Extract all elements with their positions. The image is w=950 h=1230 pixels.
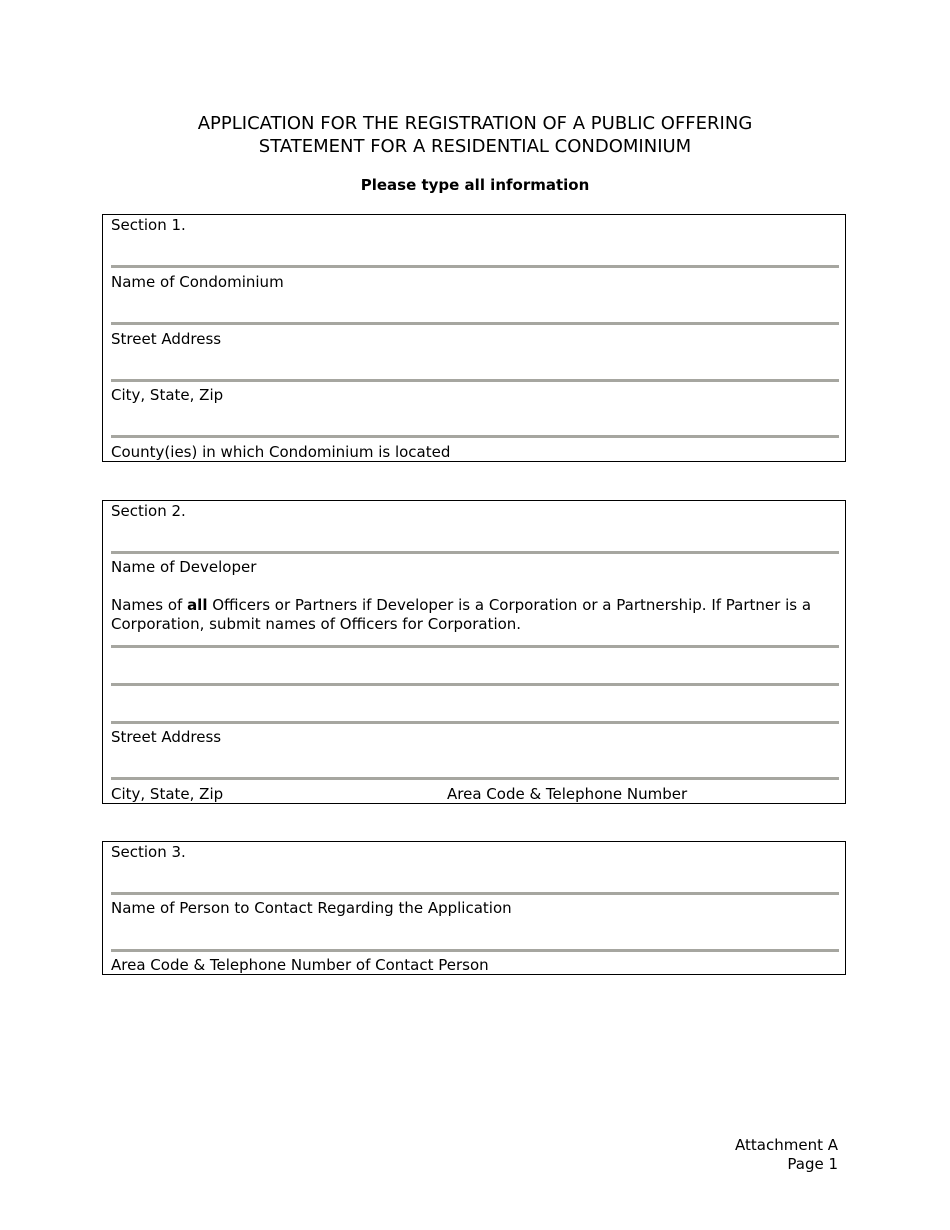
developer-street-address-label: Street Address: [111, 728, 222, 746]
officers-line-1-field[interactable]: [111, 645, 839, 648]
condominium-city-state-zip-label: City, State, Zip: [111, 386, 224, 404]
condominium-county-field[interactable]: [111, 435, 839, 438]
condominium-county-label: County(ies) in which Condominium is located: [111, 443, 451, 461]
contact-person-telephone-label: Area Code & Telephone Number of Contact Person: [111, 956, 489, 974]
section-3: [102, 841, 846, 975]
section-2-heading: Section 2.: [111, 502, 186, 520]
contact-person-name-label: Name of Person to Contact Regarding the Application: [111, 899, 512, 917]
condominium-street-address-label: Street Address: [111, 330, 222, 348]
contact-person-name-field[interactable]: [111, 892, 839, 895]
section-2: [102, 500, 846, 804]
developer-name-field[interactable]: [111, 551, 839, 554]
developer-name-label: Name of Developer: [111, 558, 257, 576]
section-1: [102, 214, 846, 462]
title-line-1: APPLICATION FOR THE REGISTRATION OF A PUBLIC OFFERING: [197, 113, 753, 134]
officers-line-3-field[interactable]: [111, 721, 839, 724]
officers-line-2-field[interactable]: [111, 683, 839, 686]
section-1-heading: Section 1.: [111, 216, 186, 234]
instruction-text: Please type all information: [360, 176, 590, 194]
developer-city-state-zip-label: City, State, Zip: [111, 785, 224, 803]
condominium-street-address-field[interactable]: [111, 322, 839, 325]
document-title: [0, 112, 950, 158]
section-3-heading: Section 3.: [111, 843, 186, 861]
condominium-city-state-zip-field[interactable]: [111, 379, 839, 382]
title-line-2: STATEMENT FOR A RESIDENTIAL CONDOMINIUM: [258, 136, 692, 157]
condominium-name-field[interactable]: [111, 265, 839, 268]
condominium-name-label: Name of Condominium: [111, 273, 284, 291]
page-footer: [735, 1136, 838, 1174]
developer-address-field[interactable]: [111, 777, 839, 780]
contact-person-telephone-field[interactable]: [111, 949, 839, 952]
officers-rest: Officers or Partners if Developer is a Corporation or a Partnership. If Partner is a Corporation, submit names of Officers for Corporation.: [111, 596, 812, 633]
officers-partners-instructions: [111, 596, 841, 634]
officers-emphasis: all: [187, 596, 208, 614]
page-number: Page 1: [787, 1155, 838, 1173]
attachment-label: Attachment A: [735, 1136, 838, 1154]
officers-prefix: Names of: [111, 596, 188, 614]
developer-telephone-label: Area Code & Telephone Number: [447, 785, 688, 803]
